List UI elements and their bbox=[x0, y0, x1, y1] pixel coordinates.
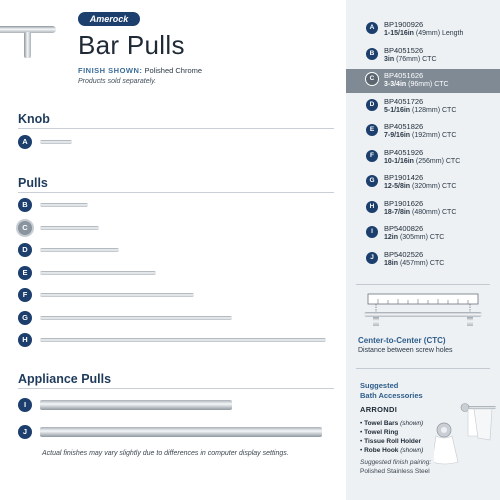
accessory-item bbox=[360, 446, 423, 455]
bar-pull-bar bbox=[40, 293, 194, 297]
letter-badge: J bbox=[18, 425, 32, 439]
sku-number: BP5402526 bbox=[384, 249, 424, 259]
sku-size: 7-9/16in bbox=[384, 132, 411, 139]
sku-dimension bbox=[384, 107, 456, 114]
sku-dimension bbox=[384, 234, 444, 241]
sku-metric: (49mm) bbox=[413, 30, 442, 37]
sku-dimension bbox=[384, 183, 456, 190]
panel-divider bbox=[356, 368, 490, 369]
accessory-name: Robe Hook bbox=[364, 447, 399, 454]
sku-metric: (320mm) bbox=[410, 183, 442, 190]
sku-item-b[interactable] bbox=[346, 44, 500, 68]
sku-metric: (457mm) bbox=[398, 259, 430, 267]
accessories-title-line1: Suggested bbox=[360, 381, 399, 390]
ctc-title: Center-to-Center (CTC) bbox=[358, 336, 446, 345]
finish-disclaimer: Actual finishes may vary slightly due to differences in computer display settings. bbox=[42, 450, 289, 457]
letter-badge: H bbox=[18, 333, 32, 347]
finish-label: FINISH SHOWN: bbox=[78, 66, 143, 75]
accessory-shown-note: (shown) bbox=[398, 420, 424, 427]
accessory-item bbox=[360, 419, 423, 428]
letter-badge: I bbox=[18, 398, 32, 412]
sku-number: BP1901426 bbox=[384, 173, 424, 182]
finish-value: Polished Chrome bbox=[144, 66, 203, 75]
sku-metric: (96mm) bbox=[406, 81, 435, 88]
sku-unit: CTC bbox=[429, 259, 445, 267]
sku-item-c[interactable] bbox=[346, 69, 500, 93]
letter-badge: F bbox=[366, 150, 378, 162]
section-heading-knob: Knob bbox=[18, 112, 50, 126]
sku-number: BP4051926 bbox=[384, 147, 424, 157]
sku-unit: CTC bbox=[422, 55, 437, 63]
sku-item-e[interactable] bbox=[346, 120, 500, 144]
sku-metric: (192mm) bbox=[410, 132, 442, 139]
letter-badge: G bbox=[366, 175, 378, 187]
sku-number: BP1900926 bbox=[384, 20, 424, 29]
section-divider bbox=[18, 128, 334, 129]
sku-unit: CTC bbox=[441, 208, 457, 216]
letter-badge: A bbox=[18, 135, 32, 149]
sku-unit: CTC bbox=[441, 132, 457, 139]
ctc-diagram bbox=[360, 292, 486, 330]
letter-badge: C bbox=[366, 73, 378, 85]
letter-badge: H bbox=[366, 201, 378, 213]
letter-badge: D bbox=[366, 99, 378, 111]
letter-badge: E bbox=[366, 124, 378, 136]
letter-badge: I bbox=[366, 226, 378, 238]
sold-separately-note: Products sold separately. bbox=[78, 78, 157, 85]
finish-pairing-value: Polished Stainless Steel bbox=[360, 468, 430, 475]
sku-number: BP4051526 bbox=[384, 45, 424, 55]
bar-pull-bar bbox=[40, 248, 119, 252]
ctc-description: Distance between screw holes bbox=[358, 347, 453, 354]
sku-unit: CTC bbox=[441, 183, 457, 190]
letter-badge: J bbox=[366, 252, 378, 264]
bar-pull-bar bbox=[40, 226, 99, 230]
sku-dimension bbox=[384, 81, 449, 88]
sku-unit: CTC bbox=[441, 106, 457, 114]
sku-dimension bbox=[384, 260, 444, 267]
sku-size: 3-3/4in bbox=[384, 81, 407, 88]
sku-item-h[interactable] bbox=[346, 197, 500, 221]
bar-pull-bar bbox=[40, 140, 72, 144]
sku-size: 12in bbox=[384, 234, 399, 241]
sku-item-a[interactable] bbox=[346, 18, 500, 42]
letter-badge: B bbox=[366, 48, 378, 60]
accessories-title bbox=[360, 381, 423, 401]
bar-pull-bar bbox=[40, 338, 326, 342]
sku-number: BP1901626 bbox=[384, 198, 424, 208]
accessory-shown-note: (shown) bbox=[398, 447, 424, 454]
letter-badge: C bbox=[18, 221, 32, 235]
sku-number: BP4051626 bbox=[384, 71, 424, 80]
sku-unit: Length bbox=[441, 30, 464, 37]
accessory-name: Tissue Roll Holder bbox=[364, 438, 422, 445]
panel-divider bbox=[356, 284, 490, 285]
sku-size: 12-5/8in bbox=[384, 183, 411, 190]
sku-unit: CTC bbox=[434, 81, 449, 88]
letter-badge: D bbox=[18, 243, 32, 257]
letter-badge: B bbox=[18, 198, 32, 212]
sku-dimension bbox=[384, 56, 437, 63]
accessories-brand: ARRONDI bbox=[360, 405, 398, 414]
letter-badge: E bbox=[18, 266, 32, 280]
sku-metric: (480mm) bbox=[410, 208, 442, 216]
sku-number: BP4051726 bbox=[384, 96, 424, 106]
accessory-item bbox=[360, 437, 423, 446]
sku-item-f[interactable] bbox=[346, 146, 500, 170]
page-title: Bar Pulls bbox=[78, 30, 185, 60]
sku-size: 10-1/16in bbox=[384, 157, 414, 165]
letter-badge: F bbox=[18, 288, 32, 302]
accessory-name: Towel Ring bbox=[364, 429, 399, 436]
bar-pull-bar bbox=[40, 203, 88, 207]
sku-dimension bbox=[384, 209, 456, 216]
sku-item-j[interactable] bbox=[346, 248, 500, 272]
accessory-item bbox=[360, 428, 423, 437]
towel-bar-robe-hook-image bbox=[434, 396, 496, 466]
sku-metric: (76mm) bbox=[394, 55, 423, 63]
sku-dimension bbox=[384, 30, 463, 37]
sku-unit: CTC bbox=[445, 157, 461, 165]
sku-metric: (305mm) bbox=[398, 234, 430, 241]
appliance-pull-bar bbox=[40, 400, 232, 410]
appliance-pull-bar bbox=[40, 427, 322, 437]
bar-pull-bar bbox=[40, 316, 232, 320]
sku-unit: CTC bbox=[429, 234, 445, 241]
finish-pairing-label: Suggested finish pairing: bbox=[360, 459, 432, 466]
letter-badge: A bbox=[366, 22, 378, 34]
accessories-list bbox=[360, 419, 423, 455]
accessories-title-line2: Bath Accessories bbox=[360, 391, 423, 400]
sku-metric: (128mm) bbox=[410, 106, 442, 114]
section-divider bbox=[18, 388, 334, 389]
hero-bar-pull-image bbox=[0, 20, 58, 60]
section-heading-pulls: Pulls bbox=[18, 176, 48, 190]
sku-item-d[interactable] bbox=[346, 95, 500, 119]
section-heading-appliance-pulls: Appliance Pulls bbox=[18, 372, 112, 386]
section-divider bbox=[18, 192, 334, 193]
bar-pull-bar bbox=[40, 271, 156, 275]
sku-number: BP4051826 bbox=[384, 122, 424, 131]
sku-item-g[interactable] bbox=[346, 171, 500, 195]
sku-item-i[interactable] bbox=[346, 222, 500, 246]
sku-size: 18in bbox=[384, 259, 399, 267]
sku-size: 18-7/8in bbox=[384, 208, 411, 216]
finish-shown bbox=[78, 66, 202, 75]
accessory-name: Towel Bars bbox=[364, 420, 399, 427]
sku-size: 5-1/16in bbox=[384, 106, 411, 114]
sku-number: BP5400826 bbox=[384, 224, 424, 233]
letter-badge: G bbox=[18, 311, 32, 325]
sku-metric: (256mm) bbox=[413, 157, 446, 165]
sku-dimension bbox=[384, 132, 456, 139]
sku-size: 3in bbox=[384, 55, 395, 63]
amerock-logo: Amerock bbox=[78, 12, 140, 26]
sku-size: 1-15/16in bbox=[384, 30, 414, 37]
sku-dimension bbox=[384, 158, 460, 165]
